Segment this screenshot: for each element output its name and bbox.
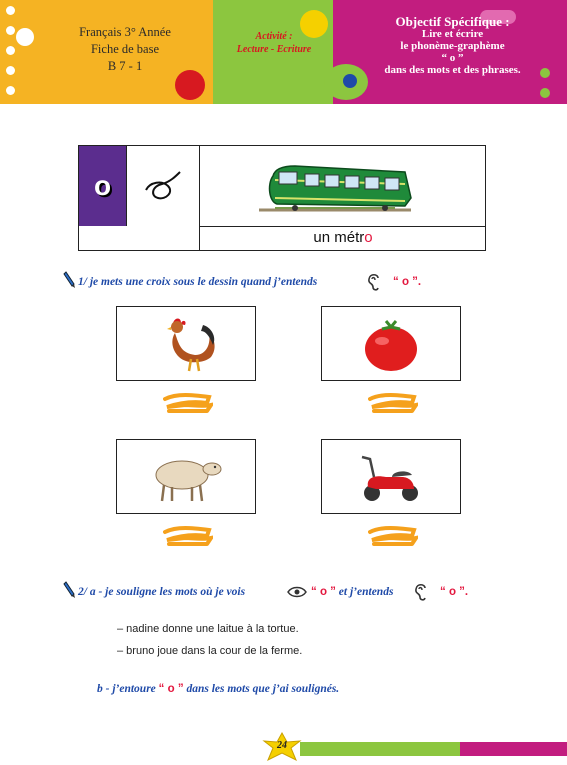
picture-card-tomato [321, 306, 461, 381]
example-word-prefix: un métr [313, 229, 365, 246]
example-word-highlight: o [364, 229, 373, 246]
answer-mark-tomato[interactable] [368, 391, 418, 413]
exercise2-sound-and-hear [311, 586, 393, 598]
exercise2b-instruction [97, 683, 339, 695]
picture-card-rooster [116, 306, 256, 381]
example-word [200, 229, 486, 246]
sheet-code: B 7 - 1 [107, 59, 143, 73]
binder-ring [6, 66, 15, 75]
sheep-icon [146, 447, 226, 507]
binder-ring [6, 46, 15, 55]
objective-title: Objectif Spécifique : [395, 14, 510, 29]
sound-o-label: “ o ”. [440, 586, 469, 598]
answer-mark-rooster[interactable] [163, 391, 213, 413]
exercise2b-suffix: dans les mots que j’ai soulignés. [186, 683, 340, 695]
exercise2b-prefix: b - j’entoure [97, 683, 156, 695]
sound-o-label: “ o ”. [393, 276, 422, 288]
scooter-icon [356, 447, 426, 507]
header-objective [340, 16, 565, 76]
answer-mark-scooter[interactable] [368, 524, 418, 546]
page-number: 24 [277, 740, 287, 751]
print-letter: o [93, 170, 112, 201]
objective-line: le phonème-graphème [400, 40, 505, 52]
activity-text: Lecture - Ecriture [236, 44, 312, 55]
pencil-icon [62, 270, 78, 290]
exercise2-sound-end [440, 586, 468, 598]
decor-dot [16, 28, 34, 46]
exercise1-instruction [78, 276, 317, 288]
ear-icon [366, 272, 382, 292]
picture-card-sheep [116, 439, 256, 514]
exercise1-sound [393, 276, 421, 288]
binder-ring [6, 86, 15, 95]
cursive-o-icon [140, 160, 188, 208]
header-course-info [40, 24, 210, 75]
sound-o-label: “ o ” [158, 683, 184, 695]
exercise2-text: 2/ a - je souligne les mots où je vois [78, 586, 246, 598]
sound-o-label: “ o ” [311, 586, 336, 598]
picture-card-scooter [321, 439, 461, 514]
objective-line: “ o ” [441, 52, 464, 64]
course-title: Français 3° Année [79, 25, 171, 39]
sentence-1[interactable]: – nadine donne une laitue à la tortue. [117, 623, 299, 635]
pencil-icon [62, 580, 78, 600]
exercise2-instruction [78, 586, 245, 598]
ear-icon [413, 582, 429, 602]
metro-train-icon [255, 158, 415, 218]
exercise2-middle-text: et j’entends [338, 586, 394, 598]
print-letter-cell [79, 146, 126, 226]
exercise1-text: 1/ je mets une croix sous le dessin quand j’entends [78, 276, 318, 288]
sheet-type: Fiche de base [90, 42, 160, 56]
footer-bar [300, 742, 567, 756]
eye-icon [287, 586, 307, 598]
tomato-icon [356, 309, 426, 379]
activity-title: Activité : [255, 31, 293, 42]
rooster-icon [151, 309, 221, 379]
decor-dot [540, 88, 550, 98]
table-divider [126, 146, 127, 226]
table-divider [199, 226, 486, 227]
decor-dot [343, 74, 357, 88]
header-activity [216, 30, 332, 56]
binder-ring [6, 6, 15, 15]
objective-line: Lire et écrire [421, 28, 484, 40]
answer-mark-sheep[interactable] [163, 524, 213, 546]
sentence-2[interactable]: – bruno joue dans la cour de la ferme. [117, 645, 303, 657]
objective-line: dans des mots et des phrases. [384, 64, 521, 76]
binder-ring [6, 26, 15, 35]
